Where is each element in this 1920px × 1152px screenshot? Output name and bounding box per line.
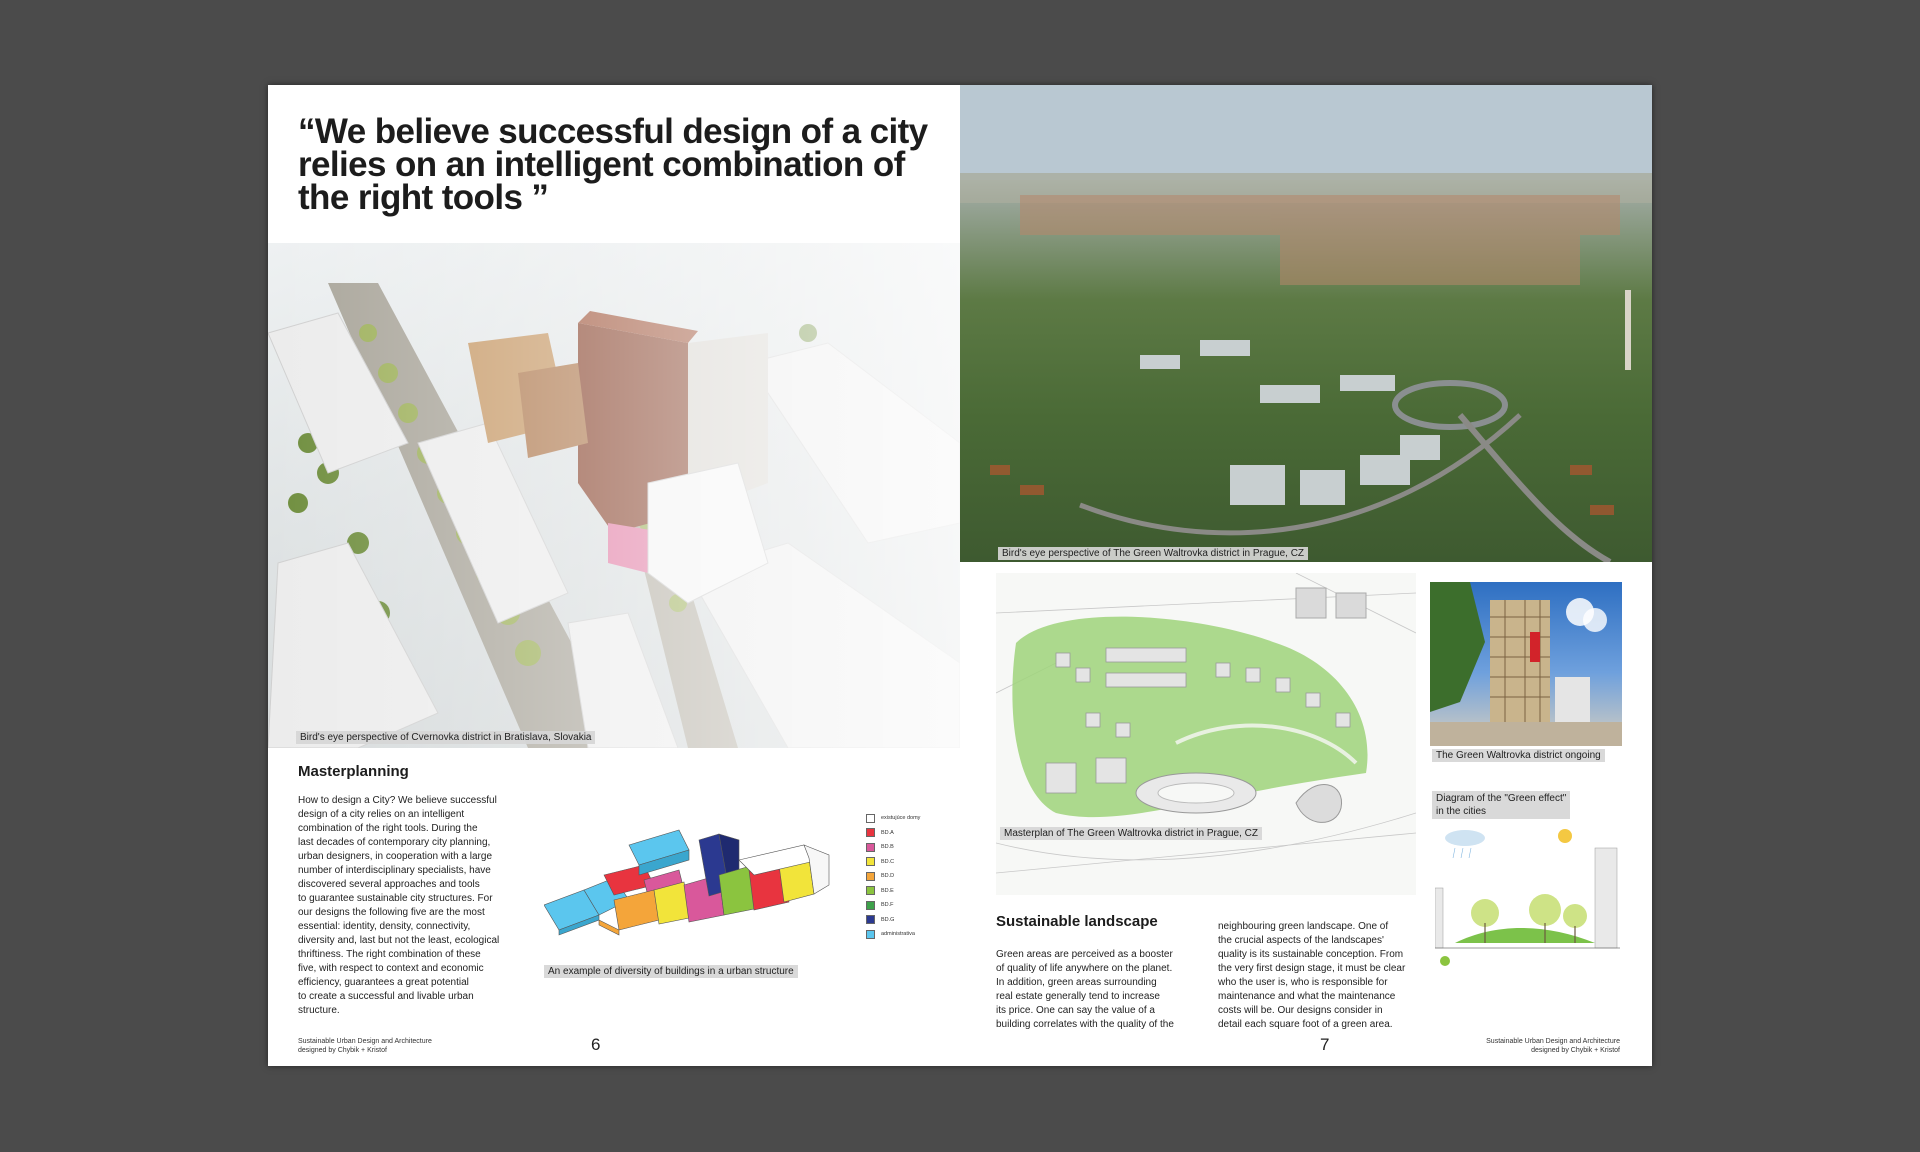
page-number-right: 7 [1320,1035,1330,1054]
legend-label: BD.B [881,844,894,851]
prague-caption: Bird's eye perspective of The Green Waltrovka district in Prague, CZ [998,547,1308,560]
body-line: number of interdisciplinary specialists, have [298,865,491,876]
legend-swatch [866,843,875,852]
body-line: thriftiness. The right combination of these [298,949,481,960]
footer-line: Sustainable Urban Design and Architecture [1486,1038,1620,1045]
body-line: combination of the right tools. During the [298,823,478,834]
render-illustration [268,243,960,748]
legend-swatch [866,901,875,910]
legend-item [866,840,956,855]
construction-photo-caption: The Green Waltrovka district ongoing [1432,749,1605,762]
body-line: who the user is, who is responsible for [1218,977,1388,988]
masterplan-drawing [996,573,1416,895]
masterplanning-heading: Masterplanning [298,763,409,780]
body-line: of quality of life anywhere on the planet. [996,963,1173,974]
legend-label: BD.E [881,887,894,894]
footer-line: designed by Chybik + Kristof [1531,1047,1620,1054]
building-legend [866,811,956,942]
body-line: our designs the following five are the most [298,907,485,918]
legend-label: administrativa [881,931,915,938]
body-line: neighbouring green landscape. One of [1218,921,1389,932]
legend-swatch [866,930,875,939]
footer-line: designed by Chybik + Kristof [298,1047,387,1054]
body-line: quality is its sustainable conception. From [1218,949,1404,960]
legend-item [866,913,956,928]
legend-item [866,855,956,870]
green-effect-caption [1432,791,1570,819]
body-line: urban designers, in cooperation with a large [298,851,493,862]
body-line: detail each square foot of a green area. [1218,1019,1393,1030]
diversity-diagram-caption: An example of diversity of buildings in a urban structure [544,965,798,978]
body-line: to guarantee sustainable city structures. For [298,893,493,904]
body-line: five, with respect to context and economic [298,963,484,974]
sustainable-landscape-heading: Sustainable landscape [996,913,1158,930]
body-line: real estate generally tend to increase [996,991,1160,1002]
body-line: building correlates with the quality of the [996,1019,1174,1030]
page-7 [960,85,1652,1066]
page-number-left: 6 [591,1035,601,1054]
masterplanning-body [298,794,528,1018]
landscape-body-col2 [1218,920,1428,1032]
legend-swatch [866,828,875,837]
legend-item [866,811,956,826]
green-effect-diagram [1435,818,1620,968]
body-line: design of a city relies on an intelligent [298,809,465,820]
footer-credit-right [1450,1037,1620,1055]
body-line: efficiency, guarantees a great potential [298,977,469,988]
legend-item [866,898,956,913]
legend-swatch [866,814,875,823]
body-line: to create a successful and livable urban [298,991,474,1002]
caption-line: in the cities [1436,806,1487,817]
cvernovka-aerial-render [268,243,960,748]
landscape-body-col1 [996,948,1196,1032]
render-caption: Bird's eye perspective of Cvernovka district in Bratislava, Slovakia [296,731,595,744]
legend-label: existujúce domy [881,815,921,822]
body-line: How to design a City? We believe successful [298,795,497,806]
quote-line-2: relies on an intelligent combination of [298,145,905,184]
legend-label: BD.G [881,916,895,923]
legend-swatch [866,872,875,881]
body-line: its price. One can say the value of a [996,1005,1155,1016]
body-line: the crucial aspects of the landscapes' [1218,935,1384,946]
masterplan-caption: Masterplan of The Green Waltrovka district in Prague, CZ [1000,827,1262,840]
body-line: structure. [298,1005,340,1016]
legend-swatch [866,915,875,924]
body-line: Green areas are perceived as a booster [996,949,1173,960]
pull-quote [298,112,938,217]
body-line: In addition, green areas surrounding [996,977,1157,988]
footer-line: Sustainable Urban Design and Architecture [298,1038,432,1045]
body-line: the very first design stage, it must be clear [1218,963,1406,974]
construction-photo-illustration [1430,582,1622,746]
legend-label: BD.D [881,873,895,880]
quote-line-1: “We believe successful design of a city [298,112,928,151]
body-line: costs will be. Our designs consider in [1218,1005,1383,1016]
legend-label: BD.C [881,858,895,865]
legend-item [866,826,956,841]
body-line: discovered several approaches and tools [298,879,480,890]
legend-item [866,927,956,942]
waltrovka-masterplan [996,573,1416,895]
legend-swatch [866,886,875,895]
quote-line-3: the right tools ” [298,178,549,217]
page-6 [268,85,960,1066]
legend-label: BD.A [881,829,894,836]
prague-aerial-photo [960,85,1652,562]
brochure-spread [268,85,1652,1066]
prague-photo-illustration [960,85,1652,562]
legend-label: BD.F [881,902,894,909]
building-diversity-diagram [544,820,844,955]
body-line: maintenance and what the maintenance [1218,991,1396,1002]
footer-credit-left [298,1037,432,1055]
legend-item [866,869,956,884]
body-line: essential: identity, density, connectivity, [298,921,471,932]
body-line: last decades of contemporary city planning, [298,837,491,848]
legend-swatch [866,857,875,866]
construction-site-photo [1430,582,1622,746]
body-line: diversity and, last but not the least, ecological [298,935,500,946]
legend-item [866,884,956,899]
caption-line: Diagram of the "Green effect" [1436,793,1567,804]
